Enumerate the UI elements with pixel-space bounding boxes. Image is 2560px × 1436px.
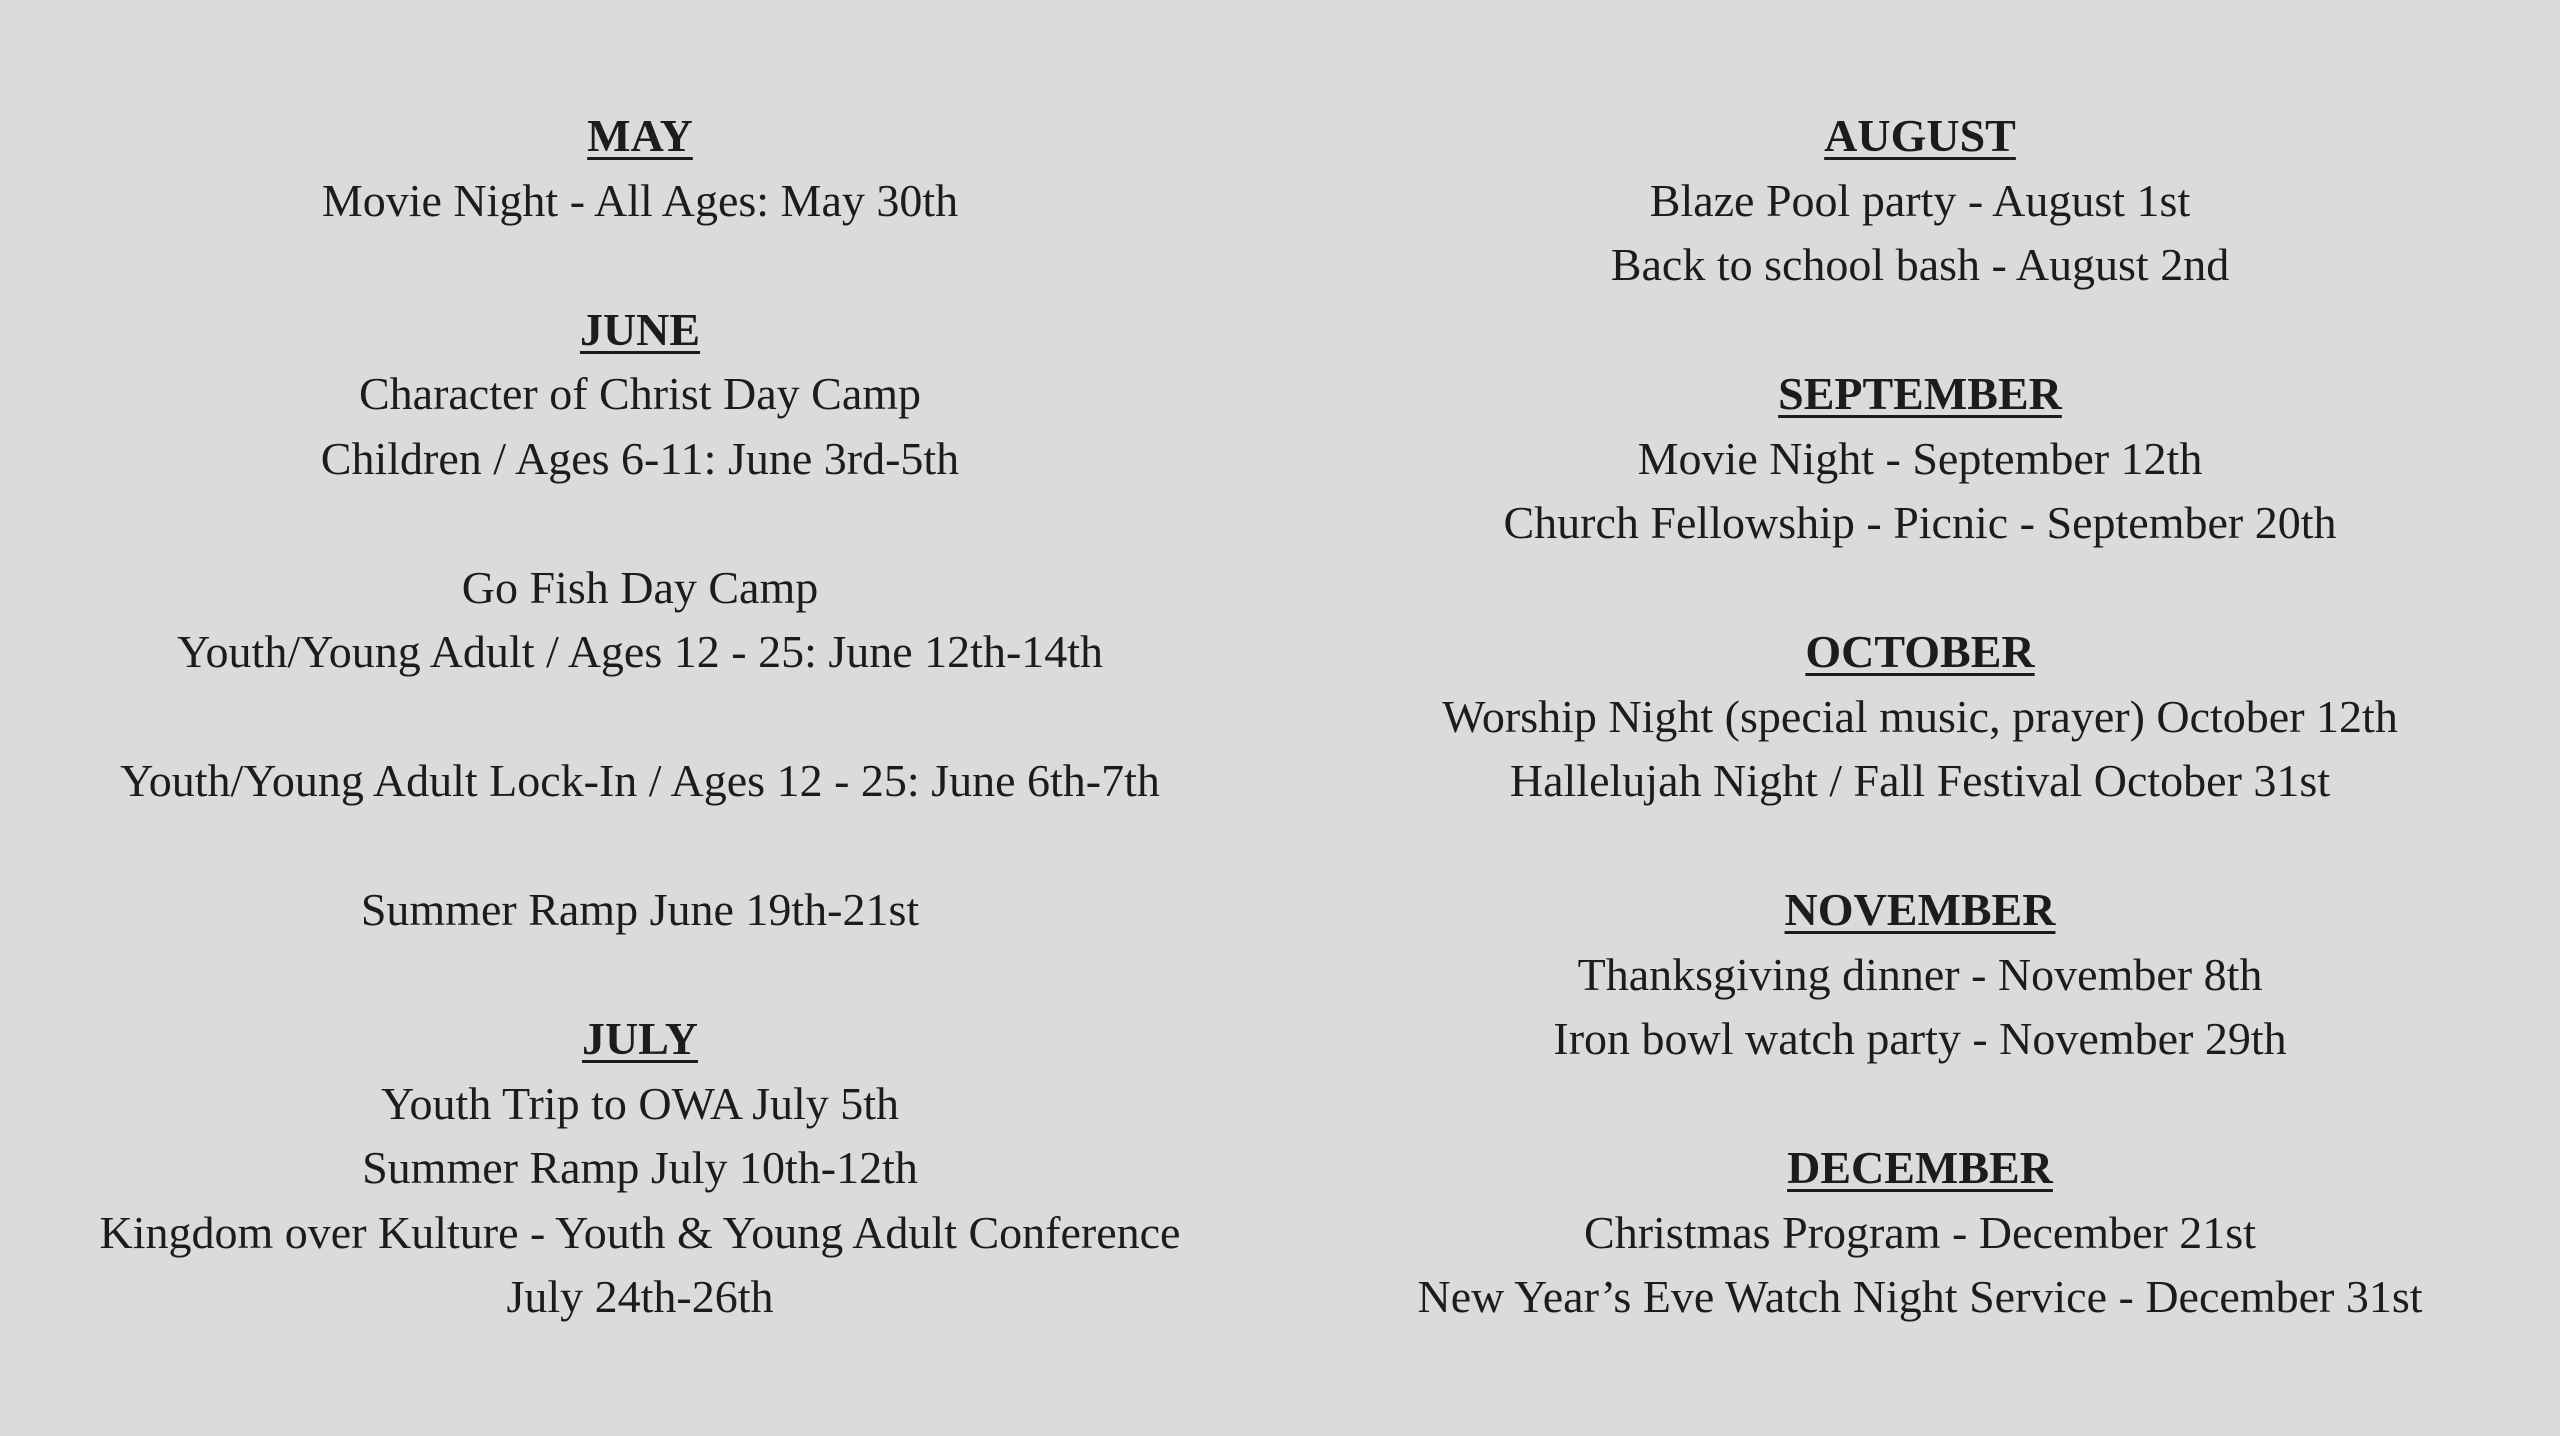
event-line: Youth Trip to OWA July 5th: [380, 1077, 900, 1129]
event-line: Summer Ramp June 19th-21st: [360, 884, 920, 935]
event-line: Summer Ramp July 10th-12th: [362, 1142, 918, 1193]
spacer: [0, 943, 1280, 1008]
event-line: Go Fish Day Camp: [461, 561, 819, 613]
event-line: New Year’s Eve Watch Night Service - December 31st: [1417, 1271, 2423, 1322]
spacer: [1280, 298, 2560, 363]
event-line: Iron bowl watch party - November 29th: [1553, 1013, 2287, 1064]
event-line: Youth/Young Adult / Ages 12 - 25: June 12th-14th: [176, 626, 1104, 677]
spacer: [0, 814, 1280, 879]
spacer: [0, 491, 1280, 556]
event-line: Christmas Program - December 21st: [1584, 1206, 2256, 1258]
spacer: [1280, 1072, 2560, 1137]
event-line: Character of Christ Day Camp: [358, 368, 922, 419]
event-line: Children / Ages 6-11: June 3rd-5th: [320, 432, 960, 484]
month-heading-august: AUGUST: [1824, 110, 2016, 161]
right-column: [1280, 104, 2560, 1330]
event-line: Blaze Pool party - August 1st: [1649, 174, 2191, 226]
spacer: [0, 233, 1280, 298]
event-line: July 24th-26th: [506, 1271, 774, 1322]
spacer: [1280, 814, 2560, 879]
event-line: Youth/Young Adult Lock-In / Ages 12 - 25: June 6th-7th: [120, 755, 1160, 806]
event-line: Movie Night - All Ages: May 30th: [321, 174, 959, 226]
left-column: [0, 104, 1280, 1330]
month-heading-december: DECEMBER: [1787, 1142, 2053, 1193]
spacer: [0, 685, 1280, 750]
event-line: Church Fellowship - Picnic - September 20th: [1503, 497, 2337, 548]
month-heading-june: JUNE: [579, 303, 701, 355]
spacer: [1280, 556, 2560, 621]
month-heading-november: NOVEMBER: [1784, 884, 2056, 935]
month-heading-september: SEPTEMBER: [1778, 368, 2062, 419]
event-line: Movie Night - September 12th: [1637, 432, 2203, 484]
month-heading-october: OCTOBER: [1805, 626, 2035, 677]
event-line: Kingdom over Kulture - Youth & Young Adult Conference: [99, 1206, 1181, 1258]
month-heading-july: JULY: [582, 1013, 698, 1064]
month-heading-may: MAY: [587, 110, 693, 161]
event-line: Thanksgiving dinner - November 8th: [1577, 948, 2263, 1000]
event-line: Back to school bash - August 2nd: [1610, 239, 2230, 290]
event-line: Hallelujah Night / Fall Festival October 31st: [1509, 755, 2331, 806]
event-line: Worship Night (special music, prayer) October 12th: [1442, 690, 2398, 742]
